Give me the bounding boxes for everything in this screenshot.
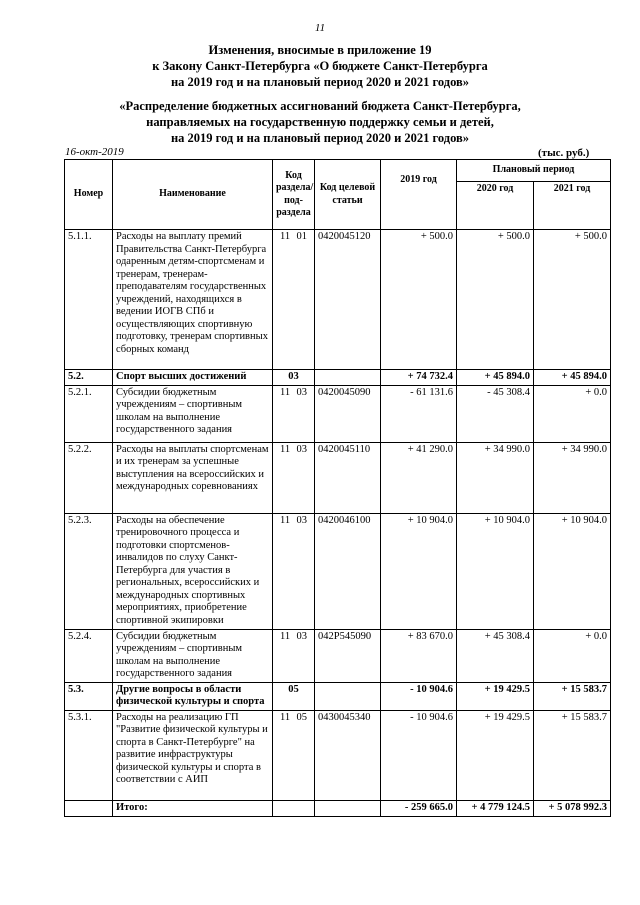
heading-line: на 2019 год и на плановый период 2020 и 2021 годов» (170, 131, 470, 145)
heading-line: Изменения, вносимые в приложение 19 (208, 43, 432, 57)
section-code: 11 (280, 231, 291, 242)
table-row (65, 629, 611, 682)
value-2021: + 45 894.0 (534, 370, 611, 386)
value-2020: + 45 894.0 (457, 370, 534, 386)
row-number: 5.2.2. (65, 442, 113, 513)
target-code: 042P545090 (315, 629, 381, 682)
section-code-cell (273, 629, 315, 682)
value-2019: + 10 904.0 (381, 513, 457, 629)
document-date: 16-окт-2019 (65, 146, 124, 158)
table-row (65, 385, 611, 442)
header-name: Наименование (113, 160, 273, 230)
subsection-code: 03 (296, 514, 307, 526)
table-row (65, 682, 611, 710)
row-number: 5.2.4. (65, 629, 113, 682)
table-row (65, 710, 611, 800)
value-2020: + 10 904.0 (457, 513, 534, 629)
target-code (315, 682, 381, 710)
value-2019: - 61 131.6 (381, 385, 457, 442)
subsection-code: 03 (296, 630, 307, 642)
section-code-cell (273, 513, 315, 629)
value-2020: + 19 429.5 (457, 682, 534, 710)
value-2020: + 19 429.5 (457, 710, 534, 800)
header-section-code: Код раздела/ под-раздела (273, 160, 315, 230)
heading-line: направляемых на государственную поддержку семьи и детей, (146, 115, 494, 129)
target-code: 0420045120 (315, 230, 381, 370)
row-number: 5.3.1. (65, 710, 113, 800)
value-2021: + 15 583.7 (534, 710, 611, 800)
section-code-cell (273, 370, 315, 386)
units-label: (тыс. руб.) (538, 147, 590, 159)
value-2021: + 0.0 (534, 629, 611, 682)
target-code (315, 370, 381, 386)
value-2020: + 500.0 (457, 230, 534, 370)
subsection-code: 03 (296, 386, 307, 398)
section-code: 11 (280, 711, 291, 723)
value-2021: + 5 078 992.3 (534, 800, 611, 816)
header-2019: 2019 год (381, 160, 457, 230)
value-2021: + 34 990.0 (534, 442, 611, 513)
row-number: 5.2.1. (65, 385, 113, 442)
header-2020: 2020 год (457, 182, 534, 230)
subsection-code: 03 (296, 443, 307, 455)
header-target-code: Код целевой статьи (315, 160, 381, 230)
target-code: 0420046100 (315, 513, 381, 629)
row-name: Спорт высших достижений (113, 370, 273, 386)
row-name: Расходы на выплату премий Правительства Санкт-Петербурга одаренным детям-спортсменам и тренерам, тренерам-преподавателям государственных учреждений, находящихся в ведении ИОГВ СПб и осуществляющих спортивную подготовку, тренерам спортивных сборных команд (113, 230, 273, 370)
row-name: Расходы на реализацию ГП "Развитие физической культуры и спорта в Санкт-Петербурге" на развитие инфраструктуры физической культуры и спорта в соответствии с АИП (113, 710, 273, 800)
subsection-code: 05 (288, 683, 299, 695)
row-number (65, 800, 113, 816)
subsection-code: 01 (296, 231, 307, 242)
table-row (65, 230, 611, 370)
value-2021: + 10 904.0 (534, 513, 611, 629)
subsection-code: 03 (288, 371, 299, 382)
value-2019: + 74 732.4 (381, 370, 457, 386)
row-number: 5.1.1. (65, 230, 113, 370)
target-code (315, 800, 381, 816)
section-code-cell (273, 442, 315, 513)
value-2021: + 15 583.7 (534, 682, 611, 710)
value-2019: - 259 665.0 (381, 800, 457, 816)
header-2021: 2021 год (534, 182, 611, 230)
section-code-cell (273, 682, 315, 710)
page-number: 11 (314, 22, 326, 34)
value-2020: + 4 779 124.5 (457, 800, 534, 816)
table-row (65, 513, 611, 629)
row-number: 5.2. (65, 370, 113, 386)
table-row (65, 800, 611, 816)
heading-line: на 2019 год и на плановый период 2020 и 2021 годов» (170, 75, 470, 89)
value-2019: + 83 670.0 (381, 629, 457, 682)
section-code-cell (273, 710, 315, 800)
header-number: Номер (65, 160, 113, 230)
value-2020: + 34 990.0 (457, 442, 534, 513)
row-number: 5.3. (65, 682, 113, 710)
subsection-code: 05 (296, 711, 307, 723)
header-planned-period: Плановый период (457, 160, 611, 182)
value-2019: - 10 904.6 (381, 710, 457, 800)
heading-line: к Закону Санкт-Петербурга «О бюджете Санкт-Петербурга (152, 59, 488, 73)
section-code-cell (273, 230, 315, 370)
section-code: 11 (280, 443, 291, 455)
value-2020: + 45 308.4 (457, 629, 534, 682)
section-code: 11 (280, 386, 291, 398)
value-2021: + 500.0 (534, 230, 611, 370)
section-code-cell (273, 800, 315, 816)
section-code: 11 (280, 514, 291, 526)
value-2019: + 500.0 (381, 230, 457, 370)
document-heading (0, 42, 640, 90)
row-name: Субсидии бюджетным учреждениям – спортивным школам на выполнение государственного задания (113, 385, 273, 442)
value-2021: + 0.0 (534, 385, 611, 442)
section-code-cell (273, 385, 315, 442)
row-name: Расходы на обеспечение тренировочного процесса и подготовки спортсменов-инвалидов по слуху Санкт-Петербурга для участия в региональных, всероссийских и международных спортивных мероприятиях, приобретение спортивной экипировки (113, 513, 273, 629)
table-row (65, 370, 611, 386)
appendix-title (0, 98, 640, 146)
value-2020: - 45 308.4 (457, 385, 534, 442)
row-name: Расходы на выплаты спортсменам и их тренерам за успешные выступления на всероссийских и международных соревнованиях (113, 442, 273, 513)
target-code: 0420045110 (315, 442, 381, 513)
value-2019: + 41 290.0 (381, 442, 457, 513)
budget-table (64, 159, 611, 817)
row-name: Другие вопросы в области физической культуры и спорта (113, 682, 273, 710)
heading-line: «Распределение бюджетных ассигнований бюджета Санкт-Петербурга, (119, 99, 521, 113)
section-code: 11 (280, 630, 291, 642)
row-name: Итого: (113, 800, 273, 816)
target-code: 0430045340 (315, 710, 381, 800)
target-code: 0420045090 (315, 385, 381, 442)
table-row (65, 442, 611, 513)
row-name: Субсидии бюджетным учреждениям – спортивным школам на выполнение государственного задания (113, 629, 273, 682)
row-number: 5.2.3. (65, 513, 113, 629)
value-2019: - 10 904.6 (381, 682, 457, 710)
